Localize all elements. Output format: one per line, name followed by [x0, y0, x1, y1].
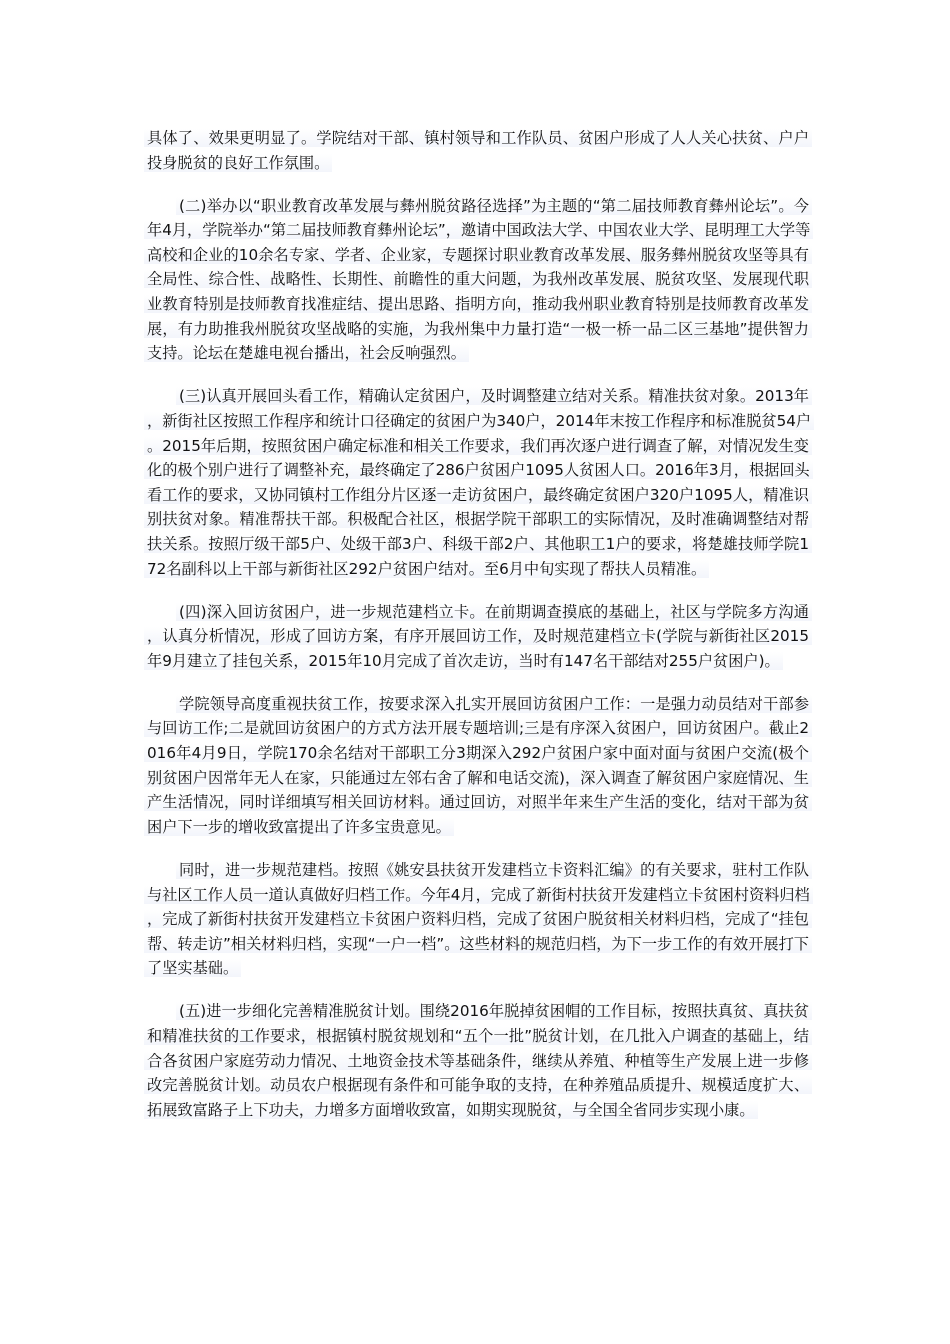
paragraph-revisit [144, 600, 812, 674]
paragraph-text: 学院领导高度重视扶贫工作，按要求深入扎实开展回访贫困户工作：一是强力动员结对干部参与回访工作;二是就回访贫困户的方式方法开展专题培训;三是有序深入贫困户，回访贫困户。截止2016年4月9日，学院170余名结对干部职工分3期深入292户贫困户家中面对面与贫困户交流(极个别贫困户因常年无人在家，只能通过左邻右舍了解和电话交流)，深入调查了解贫困户家庭情况、生产生活情况，同时详细填写相关回访材料。通过回访，对照半年来生产生活的变化，结对干部为贫困户下一步的增收致富提出了许多宝贵意见。 [144, 695, 812, 836]
paragraph-text: 同时，进一步规范建档。按照《姚安县扶贫开发建档立卡资料汇编》的有关要求，驻村工作队与社区工作人员一道认真做好归档工作。今年4月，完成了新街村扶贫开发建档立卡贫困村资料归档，完成了新街村扶贫开发建档立卡贫困户资料归档，完成了贫困户脱贫相关材料归档，完成了“挂包帮、转走访”相关材料归档，实现“一户一档”。这些材料的规范归档，为下一步工作的有效开展打下了坚实基础。 [144, 861, 813, 977]
paragraph-text: (二)举办以“职业教育改革发展与彝州脱贫路径选择”为主题的“第二届技师教育彝州论坛”。今年4月，学院举办“第二届技师教育彝州论坛”，邀请中国政法大学、中国农业大学、昆明理工大学等高校和企业的10余名专家、学者、企业家，专题探讨职业教育改革发展、服务彝州脱贫攻坚等具有全局性、综合性、战略性、长期性、前瞻性的重大问题，为我州改革发展、脱贫攻坚、发展现代职业教育特别是技师教育找准症结、提出思路、指明方向，推动我州职业教育特别是技师教育改革发展，有力助推我州脱贫攻坚战略的实施，为我州集中力量打造“一极一桥一品二区三基地”提供智力支持。论坛在楚雄电视台播出，社会反响强烈。 [144, 197, 813, 363]
document-body [144, 126, 812, 1141]
paragraph-forum [144, 194, 812, 366]
paragraph-review-work [144, 384, 812, 581]
paragraph-text: (三)认真开展回头看工作，精确认定贫困户，及时调整建立结对关系。精准扶贫对象。2013年，新街社区按照工作程序和统计口径确定的贫困户为340户，2014年末按工作程序和标准脱贫54户。2015年后期，按照贫困户确定标准和相关工作要求，我们再次逐户进行调查了解，对情况发生变化的极个别户进行了调整补充，最终确定了286户贫困户1095人贫困人口。2016年3月，根据回头看工作的要求，又协同镇村工作组分片区逐一走访贫困户，最终确定贫困户320户1095人，精准识别扶贫对象。精准帮扶干部。积极配合社区，根据学院干部职工的实际情况，及时准确调整结对帮扶关系。按照厅级干部5户、处级干部3户、科级干部2户、其他职工1户的要求，将楚雄技师学院172名副科以上干部与新街社区292户贫困户结对。至6月中旬实现了帮扶人员精准。 [144, 387, 814, 577]
paragraph-archiving [144, 858, 812, 981]
paragraph-text: 具体了、效果更明显了。学院结对干部、镇村领导和工作队员、贫困户形成了人人关心扶贫、户户投身脱贫的良好工作氛围。 [144, 129, 812, 172]
paragraph-text: (五)进一步细化完善精准脱贫计划。围绕2016年脱掉贫困帽的工作目标，按照扶真贫、真扶贫和精准扶贫的工作要求，根据镇村脱贫规划和“五个一批”脱贫计划，在几批入户调查的基础上，结合各贫困户家庭劳动力情况、土地资金技术等基础条件，继续从养殖、种植等生产发展上进一步修改完善脱贫计划。动员农户根据现有条件和可能争取的支持，在种养殖品质提升、规模适度扩大、拓展致富路子上下功夫，力增多方面增收致富，如期实现脱贫，与全国全省同步实现小康。 [144, 1002, 812, 1118]
paragraph-text: (四)深入回访贫困户，进一步规范建档立卡。在前期调查摸底的基础上，社区与学院多方沟通，认真分析情况，形成了回访方案，有序开展回访工作，及时规范建档立卡(学院与新街社区2015年9月建立了挂包关系，2015年10月完成了首次走访，当时有147名干部结对255户贫困户)。 [144, 603, 812, 670]
paragraph-plan [144, 999, 812, 1122]
paragraph-continuation [144, 126, 812, 175]
paragraph-leadership [144, 692, 812, 840]
